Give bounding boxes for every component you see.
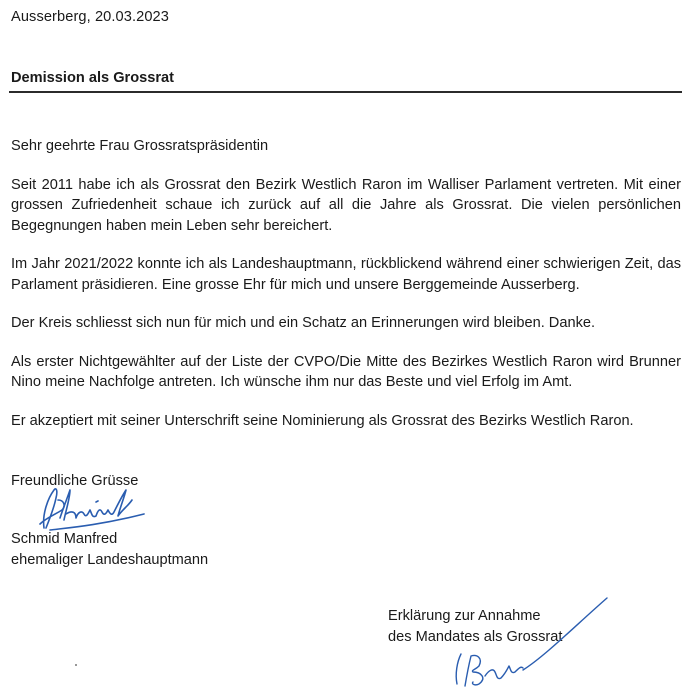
paragraph-tenure: Seit 2011 habe ich als Grossrat den Bezirk Westlich Raron im Walliser Parlament vertreten. Mit einer grossen Zufriedenheit schaue ich zurück auf all die Jahre als Grossrat. Die vielen persönlichen Begegnungen haben mein Leben sehr bereichert.	[11, 176, 681, 234]
closing: Freundliche Grüsse	[11, 473, 139, 489]
paragraph-acceptance: Er akzeptiert mit seiner Unterschrift seine Nominierung als Grossrat des Bezirks Westlich Raron.	[11, 412, 634, 429]
acceptance-line-1: Erklärung zur Annahme	[388, 608, 541, 624]
scan-speck	[75, 664, 77, 666]
letter-subject: Demission als Grossrat	[11, 70, 175, 86]
signer-name: Schmid Manfred	[11, 531, 118, 547]
date-line: Ausserberg, 20.03.2023	[11, 9, 169, 25]
letter-body	[11, 136, 681, 449]
signature-brunner	[445, 596, 615, 688]
paragraph-farewell: Der Kreis schliesst sich nun für mich und ein Schatz an Erinnerungen wird bleiben. Danke.	[11, 315, 596, 331]
signature-schmid	[36, 484, 151, 532]
signer-title: ehemaliger Landeshauptmann	[11, 551, 209, 568]
signer-block	[11, 529, 208, 570]
acceptance-line-2: des Mandates als Grossrat	[388, 628, 563, 645]
salutation: Sehr geehrte Frau Grossratspräsidentin	[11, 138, 269, 154]
paragraph-presidency: Im Jahr 2021/2022 konnte ich als Landeshauptmann, rückblickend während einer schwierigen Zeit, das Parlament präsidieren. Eine grosse Ehr für mich und unsere Berggemeinde Ausserberg.	[11, 256, 681, 293]
paragraph-successor: Als erster Nichtgewählter auf der Liste der CVPO/Die Mitte des Bezirkes Westlich Raron wird Brunner Nino meine Nachfolge antreten. Ich wünsche ihm nur das Beste und viel Erfolg im Amt.	[11, 353, 681, 390]
subject-rule	[9, 91, 682, 93]
